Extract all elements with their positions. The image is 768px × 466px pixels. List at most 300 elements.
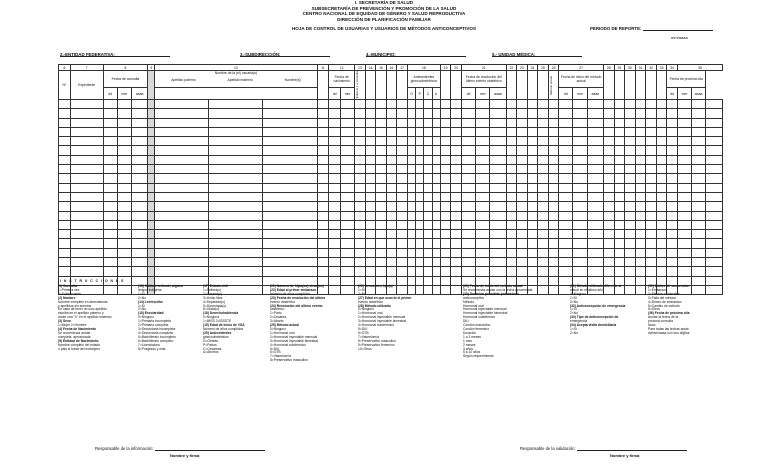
table-cell[interactable] — [559, 146, 573, 155]
table-cell[interactable] — [329, 230, 341, 239]
table-cell[interactable] — [70, 174, 103, 183]
table-cell[interactable] — [70, 211, 103, 220]
table-cell[interactable] — [625, 267, 636, 276]
table-cell[interactable] — [209, 192, 263, 201]
unidad-input-line[interactable] — [492, 52, 582, 57]
table-cell[interactable] — [416, 127, 424, 136]
table-cell[interactable] — [706, 211, 723, 220]
table-cell[interactable] — [440, 230, 451, 239]
table-cell[interactable] — [490, 109, 506, 118]
table-cell[interactable] — [376, 248, 387, 257]
table-cell[interactable] — [148, 155, 155, 164]
table-cell[interactable] — [587, 220, 603, 229]
table-cell[interactable] — [70, 192, 103, 201]
table-cell[interactable] — [416, 230, 424, 239]
table-cell[interactable] — [656, 248, 667, 257]
table-cell[interactable] — [677, 220, 691, 229]
table-cell[interactable] — [635, 137, 646, 146]
table-cell[interactable] — [355, 202, 366, 211]
table-cell[interactable] — [587, 211, 603, 220]
table-cell[interactable] — [517, 211, 528, 220]
table-cell[interactable] — [614, 248, 625, 257]
table-cell[interactable] — [386, 248, 397, 257]
table-cell[interactable] — [131, 202, 147, 211]
table-cell[interactable] — [376, 146, 387, 155]
table-cell[interactable] — [573, 239, 587, 248]
table-cell[interactable] — [692, 258, 706, 267]
table-cell[interactable] — [70, 127, 103, 136]
table-cell[interactable] — [527, 174, 538, 183]
table-cell[interactable] — [517, 127, 528, 136]
table-cell[interactable] — [317, 174, 329, 183]
table-cell[interactable] — [614, 137, 625, 146]
table-cell[interactable] — [376, 192, 387, 201]
table-cell[interactable] — [656, 258, 667, 267]
table-cell[interactable] — [341, 267, 355, 276]
table-cell[interactable] — [614, 202, 625, 211]
table-cell[interactable] — [329, 258, 341, 267]
table-cell[interactable] — [59, 183, 71, 192]
table-cell[interactable] — [677, 267, 691, 276]
table-cell[interactable] — [148, 100, 155, 109]
table-cell[interactable] — [432, 155, 440, 164]
table-cell[interactable] — [263, 267, 317, 276]
table-cell[interactable] — [341, 165, 355, 174]
table-cell[interactable] — [677, 239, 691, 248]
table-cell[interactable] — [706, 267, 723, 276]
table-cell[interactable] — [461, 267, 475, 276]
table-cell[interactable] — [559, 118, 573, 127]
table-cell[interactable] — [646, 230, 657, 239]
table-cell[interactable] — [432, 100, 440, 109]
table-cell[interactable] — [440, 211, 451, 220]
table-cell[interactable] — [476, 258, 490, 267]
table-cell[interactable] — [476, 137, 490, 146]
table-cell[interactable] — [263, 258, 317, 267]
table-cell[interactable] — [635, 211, 646, 220]
table-cell[interactable] — [559, 174, 573, 183]
table-cell[interactable] — [131, 239, 147, 248]
table-cell[interactable] — [476, 146, 490, 155]
table-cell[interactable] — [317, 267, 329, 276]
table-cell[interactable] — [341, 248, 355, 257]
table-cell[interactable] — [692, 230, 706, 239]
table-cell[interactable] — [692, 239, 706, 248]
table-cell[interactable] — [355, 267, 366, 276]
table-cell[interactable] — [103, 192, 117, 201]
table-cell[interactable] — [667, 258, 678, 267]
table-cell[interactable] — [646, 146, 657, 155]
table-cell[interactable] — [386, 100, 397, 109]
table-cell[interactable] — [397, 248, 408, 257]
table-cell[interactable] — [667, 211, 678, 220]
table-cell[interactable] — [656, 155, 667, 164]
table-cell[interactable] — [573, 137, 587, 146]
table-cell[interactable] — [329, 220, 341, 229]
table-cell[interactable] — [506, 118, 517, 127]
table-cell[interactable] — [548, 174, 559, 183]
table-cell[interactable] — [692, 211, 706, 220]
table-cell[interactable] — [117, 165, 131, 174]
table-cell[interactable] — [517, 118, 528, 127]
table-cell[interactable] — [548, 109, 559, 118]
table-cell[interactable] — [117, 174, 131, 183]
table-cell[interactable] — [573, 127, 587, 136]
table-cell[interactable] — [587, 230, 603, 239]
table-cell[interactable] — [407, 202, 415, 211]
table-cell[interactable] — [329, 127, 341, 136]
table-cell[interactable] — [424, 239, 432, 248]
table-cell[interactable] — [386, 146, 397, 155]
table-cell[interactable] — [706, 192, 723, 201]
table-cell[interactable] — [432, 258, 440, 267]
table-cell[interactable] — [263, 239, 317, 248]
table-cell[interactable] — [103, 165, 117, 174]
table-cell[interactable] — [451, 239, 462, 248]
table-cell[interactable] — [604, 202, 615, 211]
table-cell[interactable] — [424, 146, 432, 155]
table-cell[interactable] — [667, 174, 678, 183]
table-cell[interactable] — [573, 109, 587, 118]
table-cell[interactable] — [407, 183, 415, 192]
table-cell[interactable] — [587, 258, 603, 267]
table-cell[interactable] — [407, 165, 415, 174]
table-cell[interactable] — [424, 211, 432, 220]
table-cell[interactable] — [587, 165, 603, 174]
table-cell[interactable] — [461, 230, 475, 239]
table-cell[interactable] — [424, 192, 432, 201]
table-cell[interactable] — [209, 183, 263, 192]
table-cell[interactable] — [317, 220, 329, 229]
table-cell[interactable] — [461, 137, 475, 146]
table-cell[interactable] — [559, 202, 573, 211]
table-cell[interactable] — [131, 146, 147, 155]
table-cell[interactable] — [677, 230, 691, 239]
table-cell[interactable] — [341, 109, 355, 118]
table-cell[interactable] — [397, 100, 408, 109]
table-cell[interactable] — [476, 248, 490, 257]
table-cell[interactable] — [59, 220, 71, 229]
table-cell[interactable] — [506, 127, 517, 136]
table-cell[interactable] — [635, 285, 646, 294]
table-cell[interactable] — [329, 100, 341, 109]
table-cell[interactable] — [706, 230, 723, 239]
table-cell[interactable] — [386, 118, 397, 127]
table-cell[interactable] — [365, 248, 376, 257]
table-cell[interactable] — [573, 146, 587, 155]
table-cell[interactable] — [365, 155, 376, 164]
table-cell[interactable] — [341, 239, 355, 248]
table-cell[interactable] — [440, 220, 451, 229]
table-cell[interactable] — [625, 118, 636, 127]
table-cell[interactable] — [440, 137, 451, 146]
table-cell[interactable] — [376, 127, 387, 136]
table-cell[interactable] — [614, 230, 625, 239]
table-cell[interactable] — [432, 118, 440, 127]
table-cell[interactable] — [527, 267, 538, 276]
table-cell[interactable] — [376, 258, 387, 267]
table-cell[interactable] — [329, 211, 341, 220]
table-cell[interactable] — [317, 192, 329, 201]
table-cell[interactable] — [527, 100, 538, 109]
table-cell[interactable] — [706, 258, 723, 267]
table-cell[interactable] — [517, 165, 528, 174]
table-cell[interactable] — [263, 174, 317, 183]
responsable-validacion-line[interactable] — [577, 446, 687, 451]
table-cell[interactable] — [559, 100, 573, 109]
table-cell[interactable] — [59, 239, 71, 248]
table-cell[interactable] — [646, 174, 657, 183]
table-cell[interactable] — [59, 230, 71, 239]
table-cell[interactable] — [131, 165, 147, 174]
table-cell[interactable] — [461, 127, 475, 136]
table-cell[interactable] — [706, 174, 723, 183]
table-cell[interactable] — [148, 192, 155, 201]
responsable-validacion[interactable] — [520, 446, 687, 451]
table-cell[interactable] — [692, 285, 706, 294]
table-cell[interactable] — [706, 109, 723, 118]
table-cell[interactable] — [506, 202, 517, 211]
table-cell[interactable] — [476, 174, 490, 183]
table-cell[interactable] — [317, 211, 329, 220]
table-cell[interactable] — [432, 165, 440, 174]
table-cell[interactable] — [527, 202, 538, 211]
table-cell[interactable] — [527, 183, 538, 192]
table-cell[interactable] — [625, 285, 636, 294]
table-cell[interactable] — [355, 239, 366, 248]
table-cell[interactable] — [667, 239, 678, 248]
table-cell[interactable] — [263, 192, 317, 201]
entidad-input-line[interactable] — [60, 52, 170, 57]
table-cell[interactable] — [317, 100, 329, 109]
table-cell[interactable] — [635, 220, 646, 229]
table-cell[interactable] — [155, 220, 209, 229]
table-cell[interactable] — [341, 202, 355, 211]
table-cell[interactable] — [317, 109, 329, 118]
table-cell[interactable] — [59, 155, 71, 164]
table-cell[interactable] — [548, 230, 559, 239]
table-cell[interactable] — [573, 183, 587, 192]
table-cell[interactable] — [209, 100, 263, 109]
table-cell[interactable] — [692, 276, 706, 285]
table-cell[interactable] — [538, 109, 549, 118]
periodo-input-line[interactable] — [643, 26, 713, 31]
table-cell[interactable] — [548, 285, 559, 294]
table-cell[interactable] — [376, 109, 387, 118]
table-cell[interactable] — [131, 155, 147, 164]
table-cell[interactable] — [376, 100, 387, 109]
table-cell[interactable] — [604, 118, 615, 127]
table-cell[interactable] — [646, 137, 657, 146]
table-cell[interactable] — [365, 183, 376, 192]
table-cell[interactable] — [538, 100, 549, 109]
table-cell[interactable] — [538, 183, 549, 192]
table-cell[interactable] — [386, 211, 397, 220]
table-cell[interactable] — [573, 230, 587, 239]
table-cell[interactable] — [635, 118, 646, 127]
table-cell[interactable] — [59, 100, 71, 109]
table-cell[interactable] — [625, 211, 636, 220]
table-cell[interactable] — [548, 258, 559, 267]
table-cell[interactable] — [70, 146, 103, 155]
table-cell[interactable] — [573, 211, 587, 220]
table-cell[interactable] — [538, 137, 549, 146]
table-cell[interactable] — [476, 118, 490, 127]
table-cell[interactable] — [587, 183, 603, 192]
table-cell[interactable] — [416, 137, 424, 146]
table-cell[interactable] — [209, 202, 263, 211]
table-cell[interactable] — [451, 202, 462, 211]
table-cell[interactable] — [155, 211, 209, 220]
table-cell[interactable] — [461, 118, 475, 127]
table-cell[interactable] — [376, 230, 387, 239]
table-cell[interactable] — [317, 127, 329, 136]
table-cell[interactable] — [263, 118, 317, 127]
table-cell[interactable] — [625, 276, 636, 285]
table-cell[interactable] — [397, 146, 408, 155]
table-cell[interactable] — [263, 220, 317, 229]
table-cell[interactable] — [155, 118, 209, 127]
table-cell[interactable] — [376, 211, 387, 220]
table-cell[interactable] — [263, 248, 317, 257]
table-cell[interactable] — [646, 165, 657, 174]
table-cell[interactable] — [587, 202, 603, 211]
table-cell[interactable] — [614, 174, 625, 183]
table-cell[interactable] — [155, 183, 209, 192]
table-cell[interactable] — [376, 239, 387, 248]
table-cell[interactable] — [538, 211, 549, 220]
table-cell[interactable] — [451, 220, 462, 229]
table-cell[interactable] — [538, 146, 549, 155]
table-cell[interactable] — [424, 276, 432, 285]
table-cell[interactable] — [365, 165, 376, 174]
table-cell[interactable] — [573, 192, 587, 201]
table-cell[interactable] — [155, 127, 209, 136]
table-cell[interactable] — [692, 118, 706, 127]
table-cell[interactable] — [538, 127, 549, 136]
table-cell[interactable] — [646, 118, 657, 127]
table-cell[interactable] — [209, 258, 263, 267]
table-cell[interactable] — [476, 211, 490, 220]
table-cell[interactable] — [506, 192, 517, 201]
table-cell[interactable] — [416, 211, 424, 220]
table-cell[interactable] — [625, 146, 636, 155]
table-cell[interactable] — [677, 174, 691, 183]
table-cell[interactable] — [604, 137, 615, 146]
table-cell[interactable] — [538, 220, 549, 229]
table-cell[interactable] — [451, 230, 462, 239]
table-cell[interactable] — [424, 202, 432, 211]
table-cell[interactable] — [706, 100, 723, 109]
table-cell[interactable] — [440, 239, 451, 248]
table-cell[interactable] — [59, 137, 71, 146]
table-cell[interactable] — [646, 267, 657, 276]
table-cell[interactable] — [155, 109, 209, 118]
table-cell[interactable] — [103, 127, 117, 136]
table-cell[interactable] — [646, 192, 657, 201]
table-cell[interactable] — [625, 137, 636, 146]
table-cell[interactable] — [432, 202, 440, 211]
table-cell[interactable] — [451, 127, 462, 136]
table-cell[interactable] — [317, 202, 329, 211]
table-cell[interactable] — [131, 267, 147, 276]
table-cell[interactable] — [656, 127, 667, 136]
table-cell[interactable] — [397, 202, 408, 211]
table-cell[interactable] — [59, 267, 71, 276]
table-cell[interactable] — [667, 165, 678, 174]
table-cell[interactable] — [424, 137, 432, 146]
table-cell[interactable] — [341, 100, 355, 109]
table-cell[interactable] — [706, 155, 723, 164]
table-cell[interactable] — [432, 230, 440, 239]
table-cell[interactable] — [117, 155, 131, 164]
table-cell[interactable] — [625, 174, 636, 183]
table-cell[interactable] — [155, 202, 209, 211]
table-cell[interactable] — [59, 202, 71, 211]
table-cell[interactable] — [355, 109, 366, 118]
table-cell[interactable] — [635, 258, 646, 267]
table-cell[interactable] — [148, 109, 155, 118]
table-cell[interactable] — [397, 230, 408, 239]
table-cell[interactable] — [432, 248, 440, 257]
table-cell[interactable] — [59, 109, 71, 118]
table-cell[interactable] — [424, 183, 432, 192]
table-cell[interactable] — [461, 174, 475, 183]
table-cell[interactable] — [490, 100, 506, 109]
table-cell[interactable] — [155, 100, 209, 109]
table-cell[interactable] — [355, 183, 366, 192]
table-cell[interactable] — [490, 211, 506, 220]
table-cell[interactable] — [397, 174, 408, 183]
table-cell[interactable] — [341, 230, 355, 239]
table-cell[interactable] — [517, 248, 528, 257]
table-cell[interactable] — [70, 118, 103, 127]
table-cell[interactable] — [416, 174, 424, 183]
table-cell[interactable] — [461, 100, 475, 109]
table-cell[interactable] — [329, 146, 341, 155]
table-cell[interactable] — [355, 258, 366, 267]
table-cell[interactable] — [424, 220, 432, 229]
table-cell[interactable] — [646, 220, 657, 229]
table-cell[interactable] — [527, 258, 538, 267]
table-cell[interactable] — [506, 220, 517, 229]
table-cell[interactable] — [407, 211, 415, 220]
table-cell[interactable] — [692, 183, 706, 192]
table-cell[interactable] — [506, 100, 517, 109]
table-cell[interactable] — [677, 118, 691, 127]
table-cell[interactable] — [527, 137, 538, 146]
table-cell[interactable] — [432, 239, 440, 248]
table-cell[interactable] — [117, 220, 131, 229]
table-cell[interactable] — [117, 248, 131, 257]
table-cell[interactable] — [527, 192, 538, 201]
table-cell[interactable] — [604, 230, 615, 239]
table-cell[interactable] — [490, 155, 506, 164]
table-cell[interactable] — [148, 165, 155, 174]
table-cell[interactable] — [70, 137, 103, 146]
table-cell[interactable] — [490, 202, 506, 211]
table-cell[interactable] — [548, 183, 559, 192]
table-cell[interactable] — [527, 118, 538, 127]
table-cell[interactable] — [407, 109, 415, 118]
table-cell[interactable] — [517, 100, 528, 109]
table-cell[interactable] — [432, 267, 440, 276]
table-cell[interactable] — [117, 202, 131, 211]
table-cell[interactable] — [461, 183, 475, 192]
table-cell[interactable] — [476, 230, 490, 239]
table-cell[interactable] — [527, 155, 538, 164]
table-cell[interactable] — [692, 174, 706, 183]
